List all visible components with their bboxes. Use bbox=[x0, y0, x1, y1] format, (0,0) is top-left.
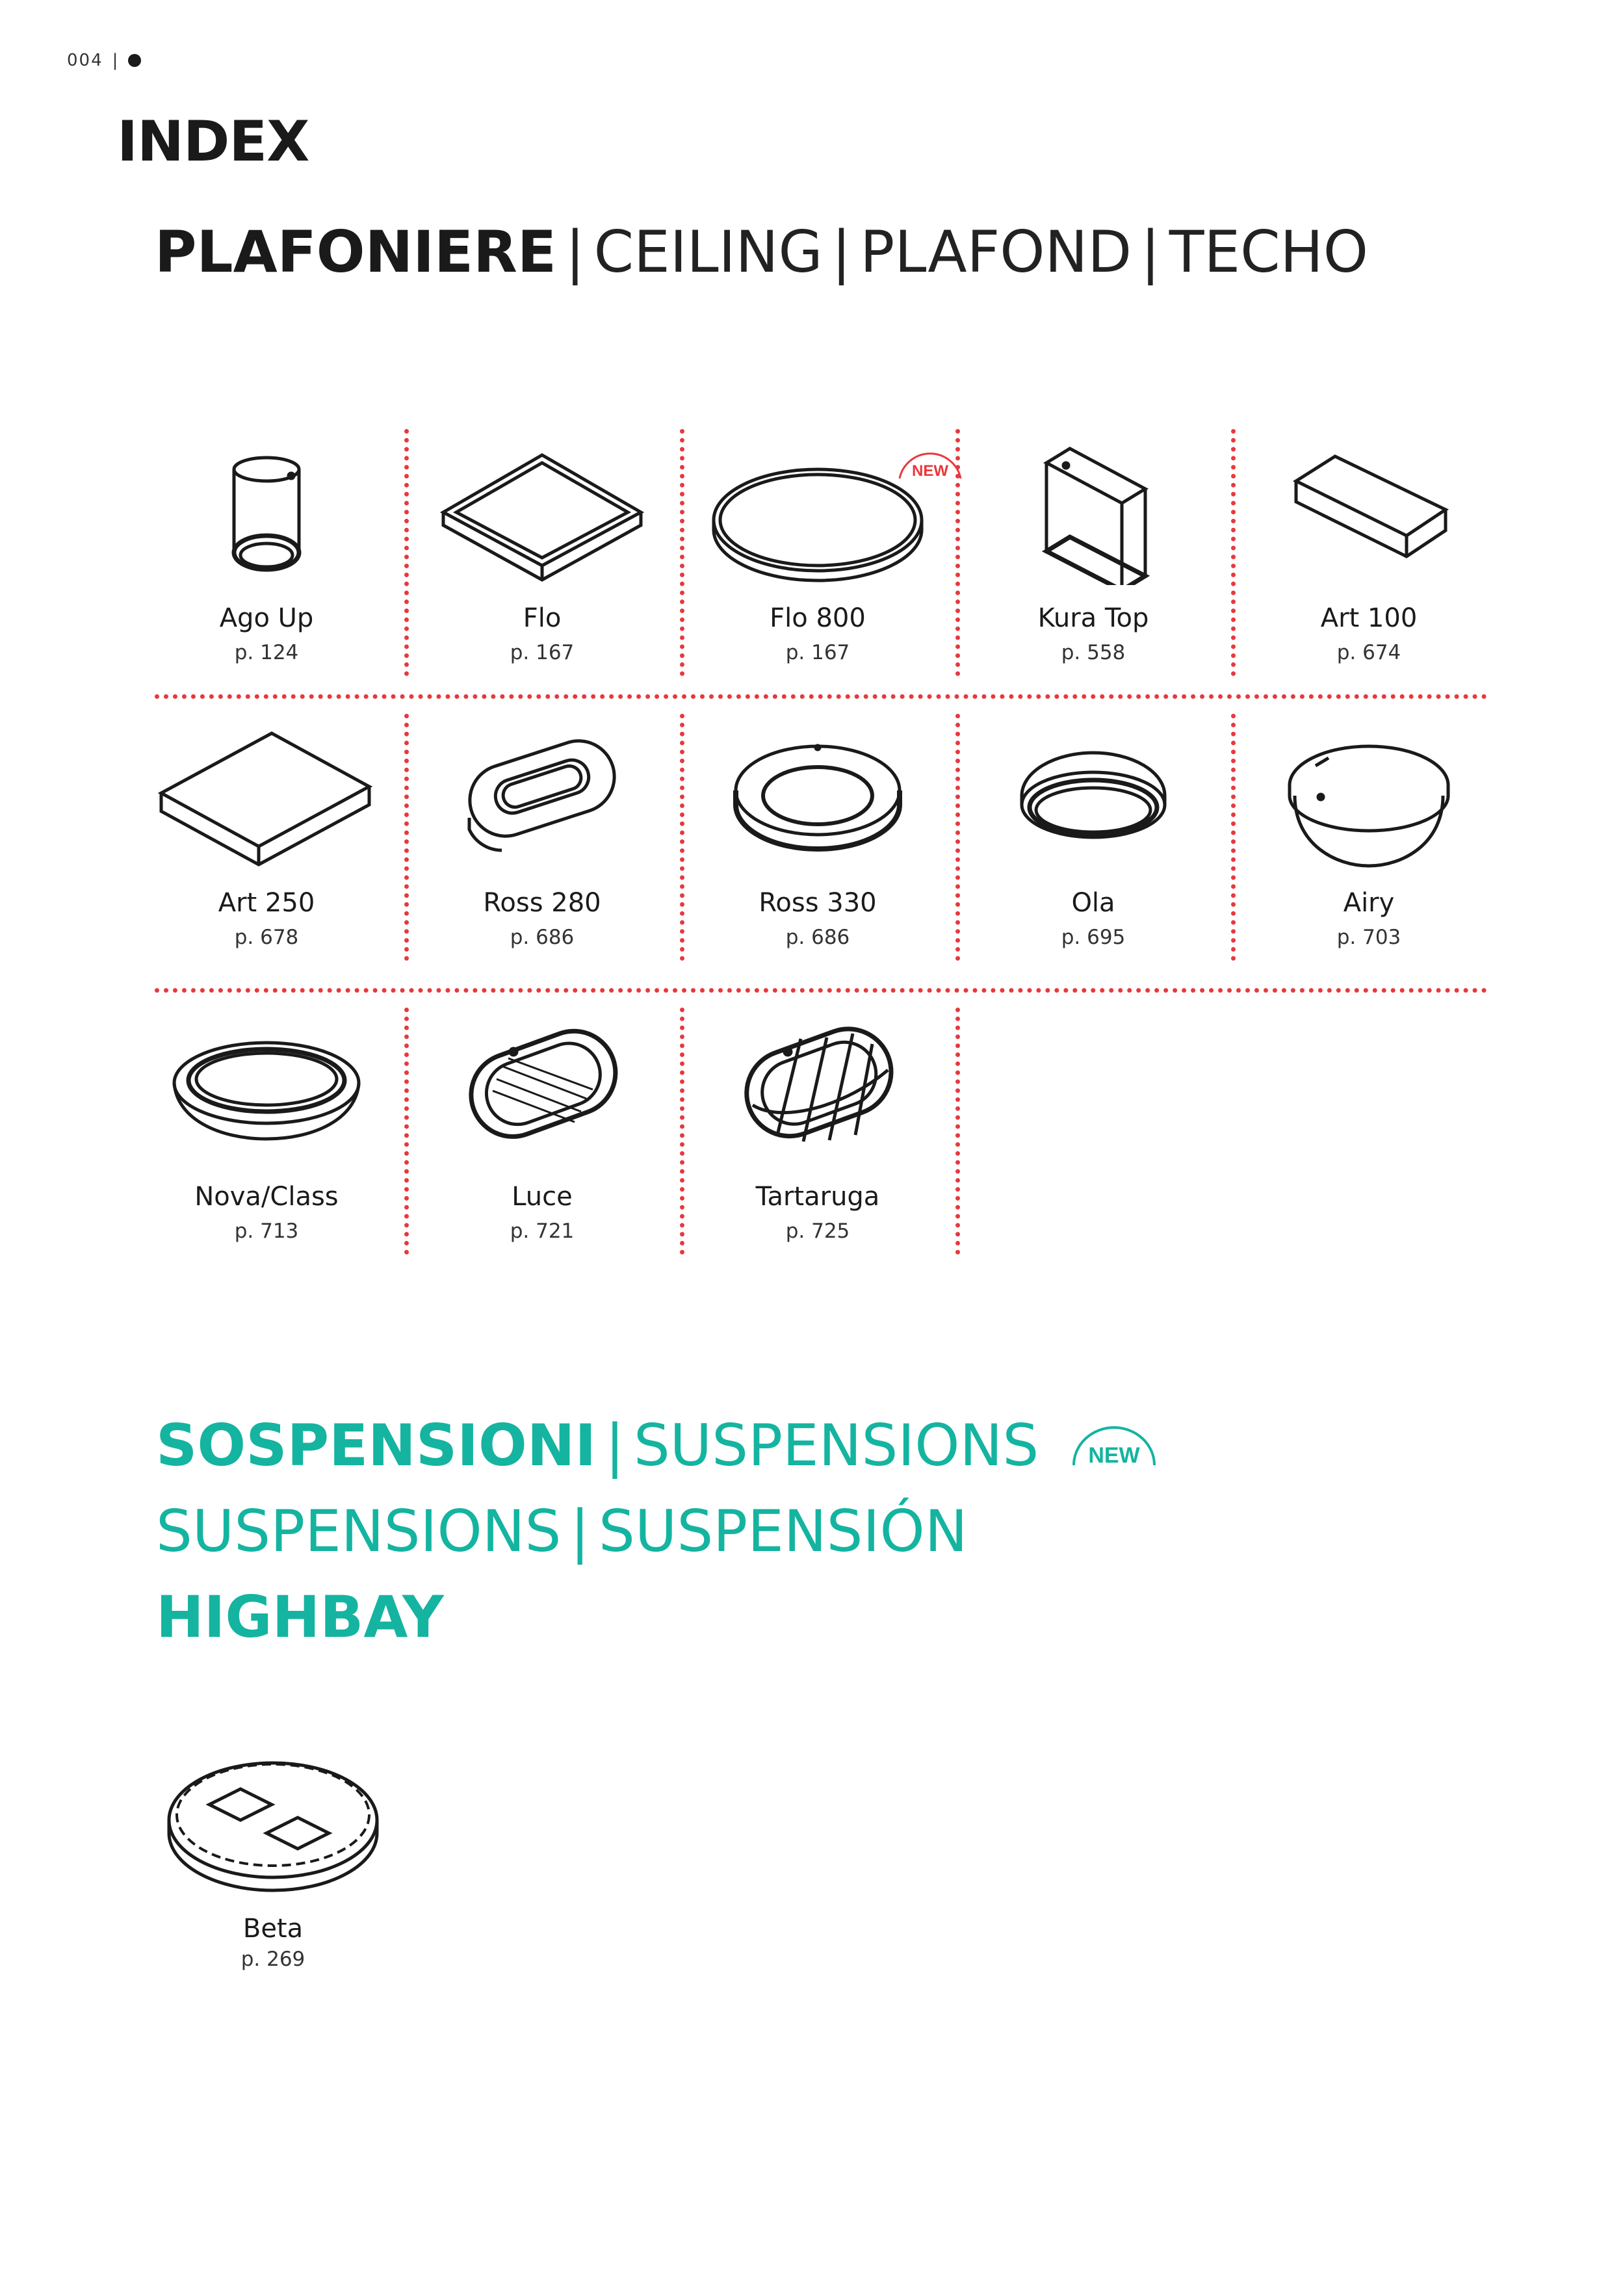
product-name: Airy bbox=[1343, 888, 1395, 918]
suspensions-heading bbox=[156, 1412, 1160, 1675]
product-name: Beta bbox=[242, 1914, 304, 1944]
cylinder-downlight-icon bbox=[129, 429, 404, 585]
rectangular-box-icon bbox=[1231, 429, 1507, 585]
highbay-heading: HIGHBAY bbox=[156, 1584, 444, 1650]
product-name: Ago Up bbox=[219, 603, 314, 633]
oval-bulkhead-icon bbox=[404, 1008, 680, 1164]
index-title: INDEX bbox=[117, 109, 309, 174]
heading-separator: | bbox=[565, 218, 585, 285]
suspensions-heading-line2 bbox=[156, 1498, 1160, 1565]
product-name: Nova/Class bbox=[194, 1182, 339, 1212]
product-page: p. 167 bbox=[785, 641, 850, 664]
suspensions-heading-it: SOSPENSIONI bbox=[156, 1412, 597, 1479]
product-page: p. 721 bbox=[510, 1220, 575, 1243]
suspensions-heading-es: SUSPENSIÓN bbox=[599, 1498, 968, 1565]
product-card[interactable] bbox=[156, 1742, 390, 1971]
round-ring-icon bbox=[680, 714, 955, 870]
product-name: Ross 330 bbox=[759, 888, 877, 918]
product-name: Flo 800 bbox=[770, 603, 866, 633]
heading-separator: | bbox=[570, 1498, 590, 1565]
page-header bbox=[67, 51, 141, 70]
product-page: p. 695 bbox=[1061, 926, 1126, 949]
product-name: Ross 280 bbox=[483, 888, 601, 918]
square-panel-icon bbox=[404, 429, 680, 585]
product-name: Kura Top bbox=[1037, 603, 1149, 633]
highbay-disc-icon bbox=[156, 1742, 390, 1898]
suspensions-heading-fr: SUSPENSIONS bbox=[156, 1498, 562, 1565]
product-name: Art 250 bbox=[218, 888, 315, 918]
row-divider bbox=[155, 694, 1487, 699]
product-page: p. 686 bbox=[510, 926, 575, 949]
product-name: Art 100 bbox=[1320, 603, 1418, 633]
heading-separator: | bbox=[605, 1412, 625, 1479]
product-page: p. 686 bbox=[785, 926, 850, 949]
page-number: 004 bbox=[67, 51, 103, 70]
dome-ceiling-icon bbox=[1231, 714, 1507, 870]
square-box-icon bbox=[129, 714, 404, 870]
product-page: p. 678 bbox=[234, 926, 299, 949]
product-page: p. 558 bbox=[1061, 641, 1126, 664]
ceiling-heading-en: CEILING bbox=[593, 218, 823, 285]
row-divider bbox=[155, 988, 1487, 993]
suspensions-heading-en: SUSPENSIONS bbox=[633, 1412, 1039, 1479]
ceiling-heading-fr: PLAFOND bbox=[860, 218, 1132, 285]
product-page: p. 124 bbox=[234, 641, 299, 664]
ceiling-heading-es: TECHO bbox=[1169, 218, 1368, 285]
round-ceiling-icon bbox=[955, 714, 1231, 870]
product-name: Flo bbox=[523, 603, 562, 633]
product-page: p. 269 bbox=[240, 1948, 305, 1971]
oval-ring-icon bbox=[404, 714, 680, 870]
ceiling-product-grid bbox=[155, 429, 1533, 1287]
product-page: p. 674 bbox=[1336, 641, 1401, 664]
product-name: Tartaruga bbox=[755, 1182, 880, 1212]
ceiling-heading-it: PLAFONIERE bbox=[155, 218, 556, 285]
header-separator: | bbox=[112, 51, 120, 70]
product-name: Ola bbox=[1071, 888, 1115, 918]
product-page: p. 713 bbox=[234, 1220, 299, 1243]
flat-dome-icon bbox=[129, 1008, 404, 1164]
new-badge bbox=[1069, 1422, 1160, 1468]
heading-separator: | bbox=[1141, 218, 1160, 285]
product-page: p. 167 bbox=[510, 641, 575, 664]
column-divider bbox=[955, 1008, 960, 1255]
heading-separator: | bbox=[831, 218, 851, 285]
product-page: p. 725 bbox=[785, 1220, 850, 1243]
ceiling-heading bbox=[155, 218, 1368, 285]
product-page: p. 703 bbox=[1336, 926, 1401, 949]
new-badge-label: NEW bbox=[912, 462, 948, 480]
caged-bulkhead-icon bbox=[680, 1008, 955, 1164]
new-badge-label: NEW bbox=[1088, 1443, 1140, 1468]
product-name: Luce bbox=[512, 1182, 573, 1212]
bullet-icon bbox=[128, 54, 141, 67]
cube-downlight-icon bbox=[955, 429, 1231, 585]
suspensions-heading-line1 bbox=[156, 1412, 1160, 1479]
